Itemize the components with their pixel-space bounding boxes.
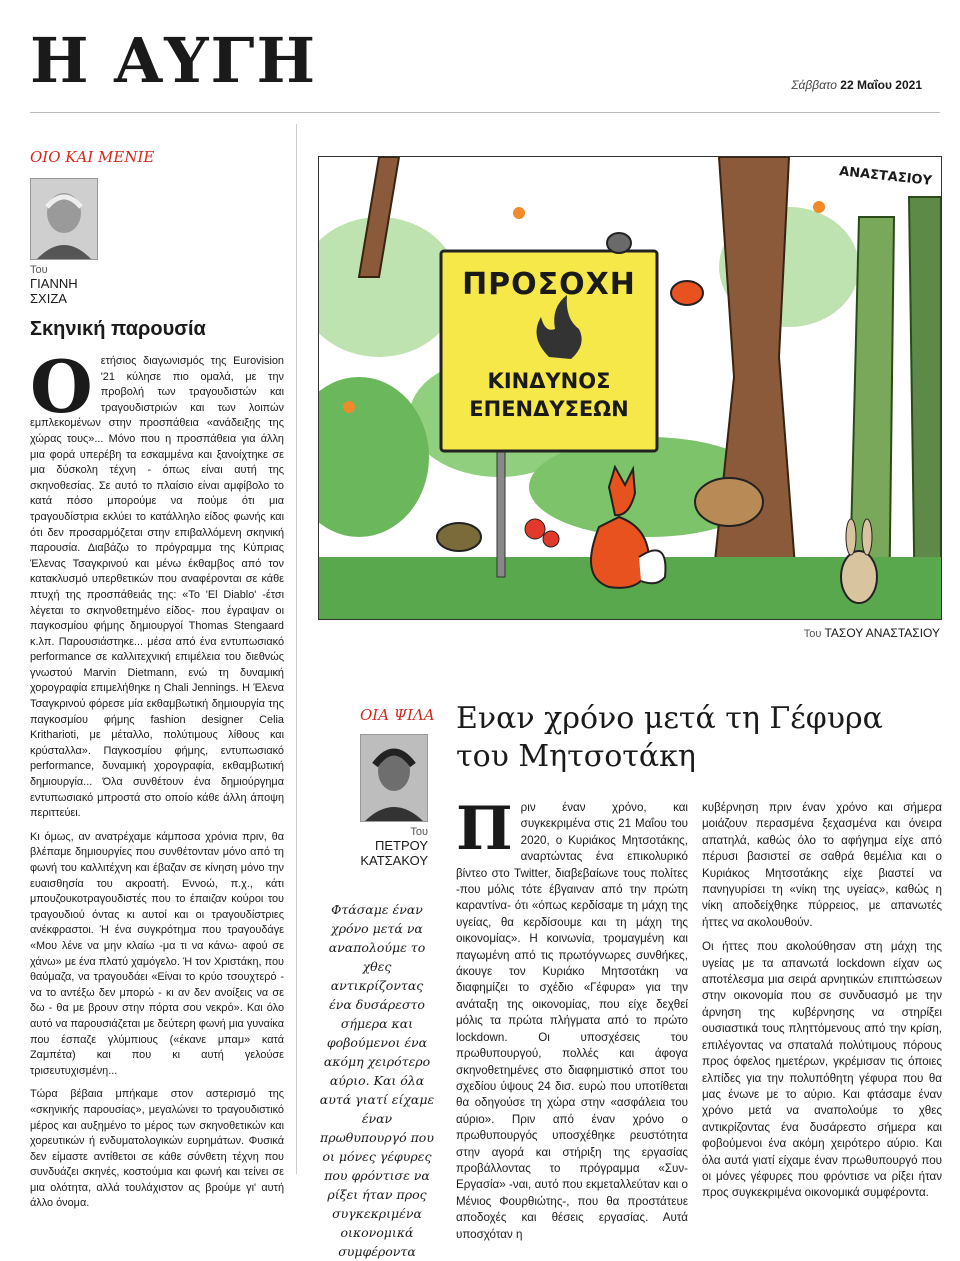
sign-line-2: ΚΙΝΔΥΝΟΣ [487, 369, 611, 393]
masthead-logo: Η ΑΥΓΗ [30, 24, 318, 97]
right-author [340, 838, 428, 868]
right-byline-prefix: Του [410, 826, 428, 838]
right-col2-paragraph-2: Οι ήττες που ακολούθησαν στη μάχη της υγείας με τα απανωτά lockdown είχαν ως αποτέλεσμα μια σειρά αρνητικών επιπτώσεων στην οικονομία που σε συνδυασμό με την άρνηση της κυβέρνησης να στηρίξει ουσιαστικά τους πληττόμενους από την κρίση, επιλέγοντας να σπαταλά πολύτιμους πόρους προς όφελος ημετέρων, γκρέμισαν τις όποιες ελπίδες για την πολυπόθητη γέφυρα που θα μας ένωνε με το αύριο. Και φτάσαμε έναν χρόνο μετά να αναπολούμε το χθες αντικρίζοντας ένα δυσάρεστο σήμερα και φοβούμενοι ένα ακόμη χειρότερο αύριο. Και όλα αυτά γιατί είχαμε έναν πρωθυπουργό που οι μόνες γέφυρες που φρόντισε να ρίξει ήταν προς συγκεκριμένα οικονομικά συμφέροντα. [702, 940, 942, 1200]
issue-date-value: 22 Μαΐου 2021 [840, 78, 922, 92]
column-divider [296, 124, 297, 1174]
left-kicker: ΟΙΟ ΚΑΙ ΜΕΝΙΕ [30, 148, 155, 166]
issue-date [791, 78, 922, 92]
right-kicker: ΟΙΑ ΨΙΛΑ [360, 706, 435, 724]
left-paragraph-2: Κι όμως, αν ανατρέχαμε κάμποσα χρόνια πριν, θα βλέπαμε δημιουργίες που συνθέτονταν μόνο από τη φωνή του καλλιτέχνη και έβαζαν σε κίνηση μόνο την ευαισθησία του ακροατή. Εννοώ, π.χ., κάτι μπουζουκοτραγουδιστές που το έπαιζαν κούροι του τραγουδιού όντας κι αυτοί και οι τραγουδίστριες ανέκφραστοι. Ή ένα συγκρότημα που τραγουδάγε «Μου λένε να μην κλαίω -μα τι να κάνω- αφού σε χάνω» με ένα πλατύ χαμόγελο. Ή τον Χριστάκη, που θαύμαζα, να τραγουδάει «Είναι το κρύο τσουχτερό - να το αντέξω δεν μπορώ - κι αν δεν ανοίξεις να σε δω - θα με βρουν στην πόρτα σου νεκρό». Και όλο αυτό να παρουσιάζεται με δεύτερη φωνή μια γυναίκα που έσπαζε γλύμπιους («έκανε μπαμ» κατά Ζαμπέτα) και που κι αυτή γελούσε τρισευτυχισμένη... [30, 830, 284, 1077]
right-article-col2 [702, 800, 942, 1210]
left-paragraph-1: ετήσιος διαγωνισμός της Eurovision '21 κύλησε πιο ομαλά, με την προβολή των τραγουδιστών και τραγουδιστριών και των λοιπών εμπλεκομένων στην προσπάθεια «ανάδειξης της χώρας τους»... Μόνο που η προσπάθεια για άλλη μια φορά υπερέβη τα εσκαμμένα και ξανοίχτηκε σε μια δύσκολη τέχνη - όπως είναι αυτή της σκηνοθεσίας. Σε αυτό το πλαίσιο είναι αμφίβολο το κατά πόσο μπορούμε να πούμε ότι μια τραγουδίστρια εκλύει το κατάλληλο είδος φωνής και ότι δεν προσαρμόζεται στην επιβαλλόμενη σκηνική παρουσία. Διαβάζω το πρόγραμμα της Κύπριας Έλενας Τσαγκρινού και μένω έκθαμβος από τον κατακλυσμό υπερθετικών που αναφέρονται σε κάθε πτυχή της προσπάθειάς της: «Το 'El Diablo' -έτσι λέγεται το σκηνοθετημένο είδος- που έγραψαν οι παγκοσμίου φήμης δημιουργοί Thomas Stengaard κ.λπ. Παρουσιάστηκε... μέσα από ένα εντυπωσιακό performance σε καλλιτεχνική επιμέλεια του διεθνώς γνωστού Marvin Dietmann, ενώ τη δυναμική χορογραφία επιμελήθηκε η Chali Jennings. Η Έλενα Τσαγκρινού φόρεσε μία εκθαμβωτική δημιουργία της παγκοσμίου φήμης fashion designer Celia Kritharioti, με μέταλλο, πολύτιμους λίθους και κρύσταλλα». Παγκοσμίου φήμης, εντυπωσιακό performance, δυναμική χορογραφία, εκθαμβωτική δημιουργία... Όλα συνθέτουν ένα δημιούργημα εντυπωσιακό μπροστά στο οποίο κάθε άλλη άποψη περιττεύει. [30, 355, 284, 820]
issue-day: Σάββατο [791, 78, 837, 92]
pull-quote: Φτάσαμε έναν χρόνο μετά να αναπολούμε το χθες αντικρίζοντας ένα δυσάρεστο σήμερα και φοβούμενοι ένα ακόμη χειρότερο αύριο. Και όλα αυτά γιατί είχαμε έναν πρωθυπουργό που οι μόνες γέφυρες που φρόντισε να ρίξει ήταν προς συγκεκριμένα οικονομικά συμφέροντα [319, 902, 435, 1259]
sign-line-1: ΠΡΟΣΟΧΗ [462, 267, 636, 302]
right-article-col1 [456, 794, 688, 1243]
right-title-line-2: του Μητσοτάκη [456, 739, 696, 774]
cartoon-credit [804, 626, 940, 640]
left-author [30, 276, 78, 306]
left-author-first: ΓΙΑΝΝΗ [30, 276, 78, 291]
right-article-title [456, 700, 883, 776]
cartoon-credit-name: ΤΑΣΟΥ ΑΝΑΣΤΑΣΙΟΥ [824, 626, 940, 640]
author-photo-schizas [30, 178, 98, 260]
right-author-first: ΠΕΤΡΟΥ [374, 838, 428, 853]
right-author-last: ΚΑΤΣΑΚΟΥ [360, 853, 428, 868]
left-dropcap: Ο [30, 344, 93, 429]
author-photo-katsakos [360, 734, 428, 822]
right-col2-paragraph-1: κυβέρνηση πριν έναν χρόνο και σήμερα μοιάζουν περασμένα ξεχασμένα και όνειρα απατηλά, καθώς όλο το αφήγημα είχε από πέρυσι βασιστεί σε σαθρά θεμέλια και ο Κυριάκος Μητσοτάκης είχε βιαστεί να πανηγυρίσει τη «νίκη της υγείας», καθώς η νίκη αποδείχθηκε πύρρειος, με απανωτές ήττες να ακολουθούν. [702, 801, 942, 929]
right-col1-text: ριν έναν χρόνο, και συγκεκριμένα στις 21 Μαΐου του 2020, ο Κυριάκος Μητσοτάκης, αναρτώντας ένα επικολυρικό βίντεο στο Twitter, διαβεβαίωνε τους πολίτες -που μόλις τότε έβγαιναν από την πρώτη καραντίνα- ότι «όπως κερδίσαμε τη μάχη της υγείας, θα κερδίσουμε και τη μάχη της οικονομίας». Η κοινωνία, τρομαγμένη και παγωμένη από τις πρωτόγνωρες συνθήκες, άκουγε τον Κυριάκο Μητσοτάκη να διαφημίζει το σχέδιο «Γέφυρα» για την ανάταξη της οικονομίας, που είχε δεχθεί μόλις τα πρώτα πλήγματα από το πρώτο lockdown. Οι υποσχέσεις του πρωθυπουργού, πολλές και άφογα σκηνοθετημένες στο διαφημιστικό σποτ του σχεδίου ύψους 24 δισ. ευρώ που υποτίθεται θα οδηγούσε τη χώρα στην «ασφάλεια του αύριο». Πριν από έναν χρόνο ο πρωθυπουργός υποσχέθηκε ρευστότητα στην αγορά και στήριξη της εργασίας προβάλλοντας το πρόγραμμα «Συν-Εργασία» -ναι, αυτό που εκμεταλλεύταν και ο Μένιος Φουρθιώτης-, που θα προστάτευε αποδοχές και θέσεις εργασίας. Αυτά υποσχόταν η [456, 801, 688, 1241]
left-article-body [30, 344, 284, 1220]
left-article-title: Σκηνική παρουσία [30, 318, 206, 340]
sign-line-3: ΕΠΕΝΔΥΣΕΩΝ [469, 397, 629, 421]
header-rule [30, 112, 940, 113]
left-paragraph-3: Τώρα βέβαια μπήκαμε στον αστερισμό της «σκηνικής παρουσίας», μεγαλώνει το τραγουδιστικό μέρος και αυξημένο το μέρος των σκηνοθετικών και χορευτικών ή ενδυματολογικών ευρημάτων. Φυσικά δεν είμαστε αντίθετοι σε κάθε σύνθετη τέχνη που συνδυάζει σκηνές, κοστούμια και φωνή και τείνει σε μια ολότητα, αλλά τουλάχιστον ας βρούμε γι' αυτή άλλο όνομα. [30, 1088, 284, 1210]
cartoon-signature: ΑΝΑΣΤΑΣΙΟΥ [838, 164, 933, 189]
right-title-line-1: Εναν χρόνο μετά τη Γέφυρα [456, 701, 883, 736]
right-dropcap: Π [456, 794, 513, 864]
left-byline-prefix: Του [30, 264, 48, 276]
left-author-last: ΣΧΙΖΑ [30, 291, 67, 306]
cartoon-credit-prefix: Του [803, 628, 822, 640]
cartoon [318, 156, 942, 620]
